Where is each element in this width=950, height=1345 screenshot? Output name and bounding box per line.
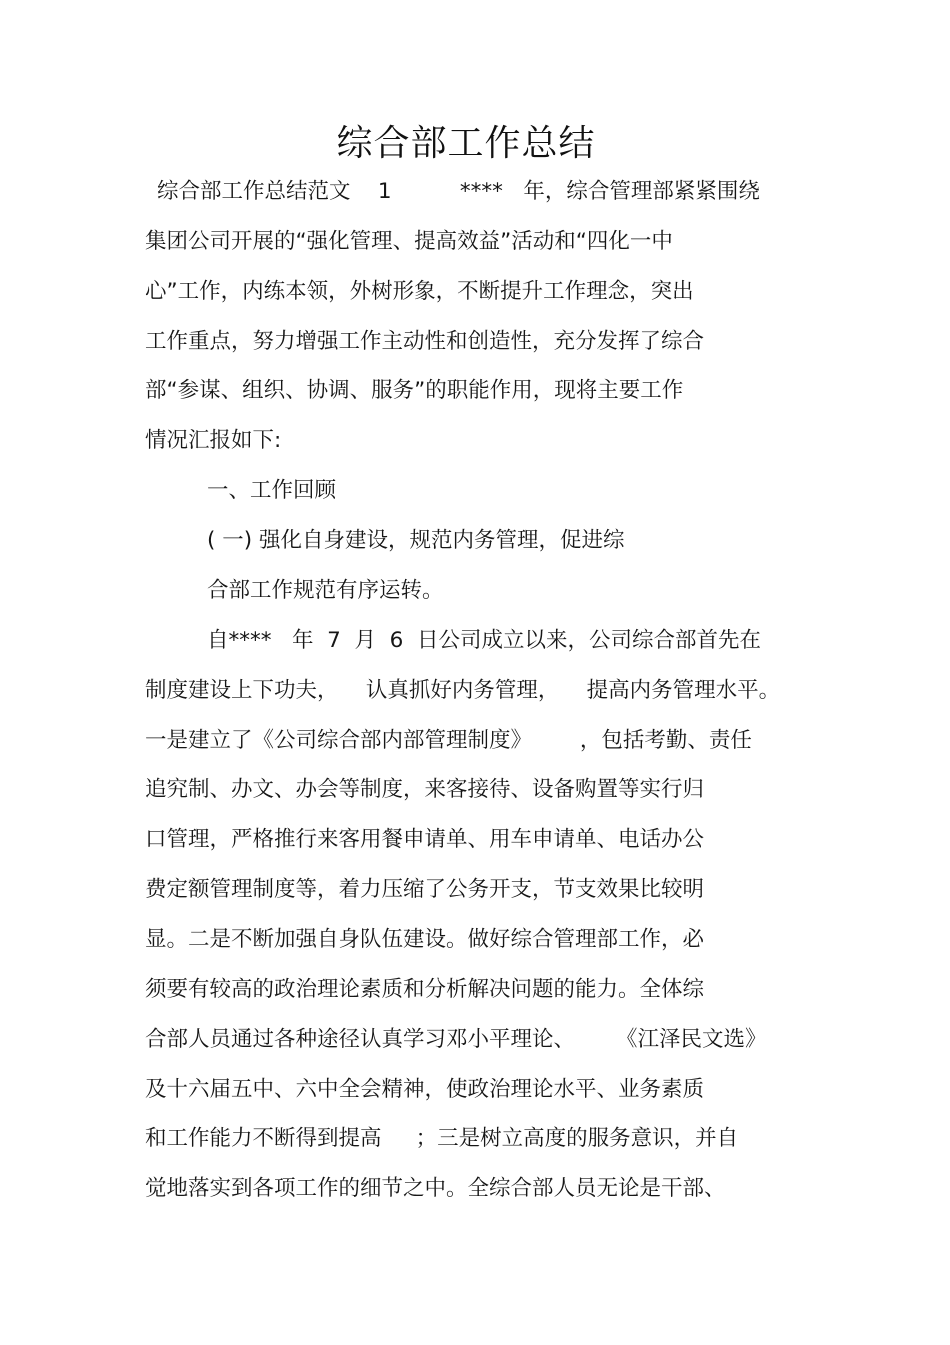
paragraph-line: 集团公司开展的“强化管理、提高效益”活动和“四化一中 [145,229,673,254]
paragraph-line: 须要有较高的政治理论素质和分析解决问题的能力。全体综 [145,977,705,1002]
paragraph-line: 心”工作，内练本领，外树形象，不断提升工作理念，突出 [145,279,694,304]
paragraph-line: 自**** 年 7 月 6 日公司成立以来，公司综合部首先在 [207,628,762,653]
subsection-heading-cont: 合部工作规范有序运转。 [207,578,444,603]
paragraph-line: 情况汇报如下: [145,428,282,453]
paragraph-line: 合部人员通过各种途径认真学习邓小平理论、 《江泽民文选》 [145,1027,767,1052]
paragraph-line: 制度建设上下功夫， 认真抓好内务管理， 提高内务管理水平。 [145,678,781,703]
paragraph-line: 追究制、办文、办会等制度，来客接待、设备购置等实行归 [145,777,705,802]
paragraph-line: 显。二是不断加强自身队伍建设。做好综合管理部工作，必 [145,927,705,952]
paragraph-line: 觉地落实到各项工作的细节之中。全综合部人员无论是干部、 [145,1176,726,1201]
paragraph-line: 和工作能力不断得到提高 ；三是树立高度的服务意识，并自 [145,1126,739,1151]
paragraph-line: 综合部工作总结范文 1 **** 年，综合管理部紧紧围绕 [157,179,760,204]
paragraph-line: 口管理，严格推行来客用餐申请单、用车申请单、电话办公 [145,827,705,852]
paragraph-line: 工作重点，努力增强工作主动性和创造性，充分发挥了综合 [145,329,705,354]
paragraph-line: 及十六届五中、六中全会精神，使政治理论水平、业务素质 [145,1077,705,1102]
paragraph-line: 一是建立了《公司综合部内部管理制度》 ，包括考勤、责任 [145,728,752,753]
section-heading: 一、工作回顾 [207,478,337,503]
paragraph-line: 部“参谋、组织、协调、服务”的职能作用，现将主要工作 [145,378,684,403]
document-title: 综合部工作总结 [336,123,596,164]
paragraph-line: 费定额管理制度等，着力压缩了公务开支，节支效果比较明 [145,877,705,902]
subsection-heading: ( 一) 强化自身建设，规范内务管理，促进综 [207,528,625,553]
